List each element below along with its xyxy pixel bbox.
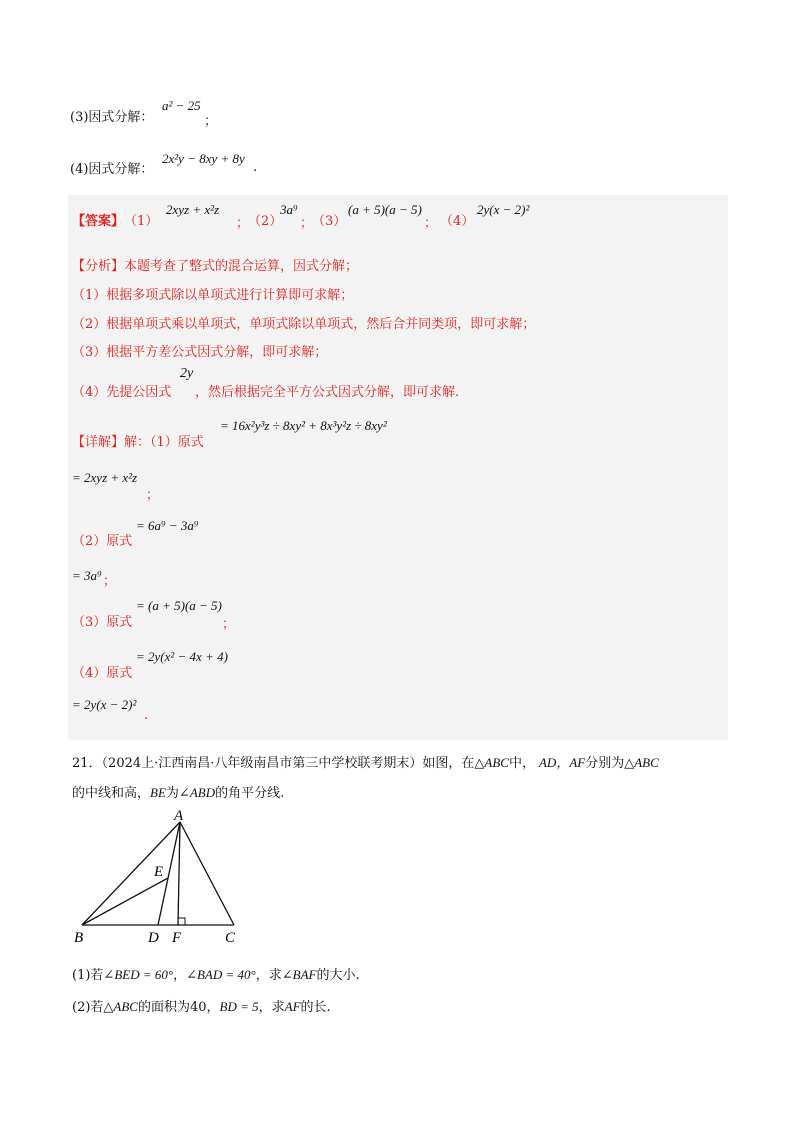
answer-num-3: （3）	[312, 214, 347, 229]
q21-text-e: 为	[165, 786, 179, 801]
answer-1: 2xyz + x²z	[166, 202, 220, 217]
detail-4-math: = 2y(x² − 4x + 4)	[136, 649, 228, 664]
sub1-mid: ，求	[255, 968, 282, 983]
detail-2-label: （2）原式	[72, 534, 133, 549]
segment-ac	[180, 822, 234, 925]
q3-label: (3)因式分解：	[70, 110, 154, 125]
q21-triangle-2: △ABC	[624, 755, 659, 770]
q3-end: ；	[204, 114, 218, 129]
sub-question-2	[72, 996, 331, 1015]
q4-end: .	[253, 160, 258, 175]
sub1-sep: ，	[173, 968, 187, 983]
detail-1-result: = 2xyz + x²z	[72, 470, 138, 485]
analysis-line-4-math: 2y	[180, 366, 194, 381]
q3-expression: a² − 25	[162, 98, 201, 113]
q21-text-b: 中，	[508, 756, 535, 771]
q21-line-2	[72, 782, 284, 801]
sub2-mid2: ，求	[258, 1000, 285, 1015]
sub1-cond-2: ∠BAD = 40°	[186, 967, 256, 982]
q21-ad-af: AD，AF	[538, 755, 586, 770]
triangle-figure	[70, 808, 250, 948]
answer-tag: 【答案】	[72, 214, 125, 229]
sub1-cond-1: ∠BED = 60°	[103, 967, 174, 982]
q21-text-c: 分别为	[585, 756, 625, 771]
sub-question-1	[72, 964, 360, 983]
answer-sep-2: ；	[300, 216, 314, 231]
sub1-label: (1)若	[72, 968, 104, 983]
answer-3: (a + 5)(a − 5)	[348, 202, 422, 217]
question-3	[70, 106, 153, 125]
segment-ab	[82, 822, 180, 925]
answer-num-2: （2）	[248, 214, 283, 229]
analysis-line-4-pre: （4）先提公因式	[72, 385, 172, 400]
sub2-triangle: △ABC	[103, 999, 138, 1014]
answer-2: 3a⁹	[280, 202, 298, 217]
label-b: B	[74, 930, 84, 946]
detail-4-end: .	[144, 708, 149, 723]
segment-be	[82, 878, 168, 925]
detail-4-result: = 2y(x − 2)²	[72, 697, 137, 712]
sub2-end: 的长.	[300, 1000, 331, 1015]
detail-tag: 【详解】解：（1）原式	[72, 435, 204, 450]
sub1-target: ∠BAF	[281, 967, 317, 982]
detail-2-math: = 6a⁹ − 3a⁹	[136, 518, 199, 533]
q21-text-f: 的角平分线.	[215, 786, 285, 801]
label-f: F	[172, 930, 182, 946]
sub1-end: 的大小.	[316, 968, 360, 983]
answer-num-1: （1）	[124, 214, 159, 229]
q4-expression: 2x²y − 8xy + 8y	[162, 151, 245, 166]
analysis-line-3: （3）根据平方差公式因式分解，即可求解；	[72, 345, 328, 360]
detail-2-end: ；	[103, 574, 117, 589]
detail-3-label: （3）原式	[72, 615, 133, 630]
right-angle-mark	[178, 918, 185, 925]
sub2-af: AF	[284, 999, 301, 1014]
analysis-line-1: （1）根据多项式除以单项式进行计算即可求解；	[72, 288, 354, 303]
q21-be: BE	[150, 785, 166, 800]
detail-4-label: （4）原式	[72, 666, 133, 681]
sub2-mid: 的面积为40，	[137, 1000, 220, 1015]
label-a: A	[174, 808, 184, 824]
label-c: C	[225, 930, 236, 946]
analysis-line-2: （2）根据单项式乘以单项式，单项式除以单项式，然后合并同类项，即可求解；	[72, 317, 536, 332]
question-4	[70, 158, 153, 177]
answer-sep-1: ；	[236, 216, 250, 231]
detail-1-math: = 16x²y³z ÷ 8xy² + 8x³y²z ÷ 8xy²	[220, 418, 387, 433]
analysis-line-0: 【分析】本题考查了整式的混合运算，因式分解；	[72, 259, 359, 274]
detail-2-result: = 3a⁹	[72, 568, 102, 583]
detail-3-math: = (a + 5)(a − 5)	[136, 598, 222, 613]
q21-triangle-1: △ABC	[474, 755, 509, 770]
q21-text-a: 21．（2024上·江西南昌·八年级南昌市第三中学校联考期末）如图，在	[72, 756, 475, 771]
analysis-line-4-post: ，然后根据完全平方公式因式分解，即可求解.	[195, 385, 460, 400]
answer-sep-3: ；	[424, 216, 438, 231]
answer-num-4: （4）	[440, 214, 475, 229]
detail-1-end: ；	[146, 488, 160, 503]
answer-4: 2y(x − 2)²	[477, 202, 530, 217]
sub2-label: (2)若	[72, 1000, 104, 1015]
q21-line-1	[72, 752, 659, 771]
label-d: D	[148, 930, 159, 946]
label-e: E	[154, 864, 164, 880]
detail-3-end: ；	[222, 617, 236, 632]
sub2-bd: BD = 5	[219, 999, 259, 1014]
q4-label: (4)因式分解：	[70, 162, 154, 177]
segment-af	[178, 822, 180, 925]
q21-angle-abd: ∠ABD	[178, 785, 216, 800]
q21-text-d: 的中线和高，	[72, 786, 151, 801]
